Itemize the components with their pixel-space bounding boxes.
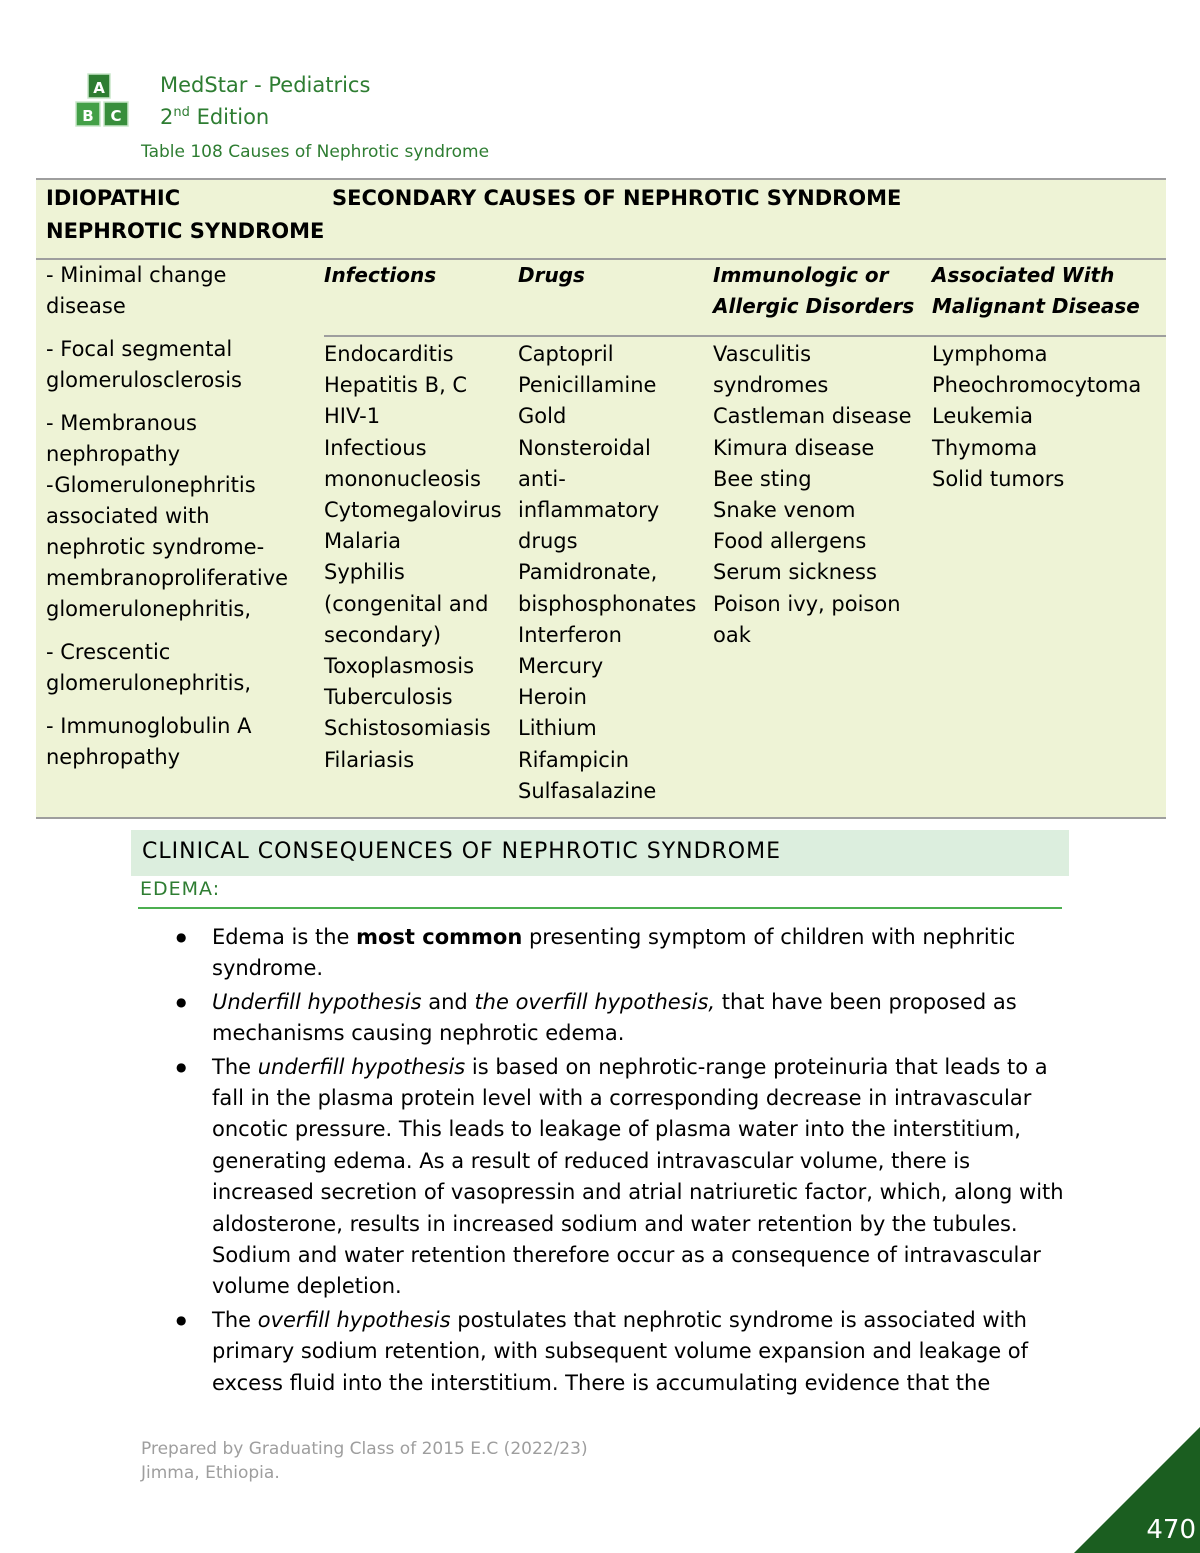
cause-item: Pheochromocytoma	[932, 373, 1142, 398]
bullet-text: and	[421, 989, 475, 1014]
idiopathic-line: nephrotic syndrome-	[46, 535, 265, 559]
idiopathic-line: - Crescentic	[46, 640, 171, 664]
idiopathic-item	[46, 334, 324, 396]
secondary-columns	[324, 337, 1166, 817]
cause-item: Castleman disease	[713, 404, 912, 429]
idiopathic-line: -Glomerulonephritis	[46, 473, 256, 497]
cause-item: Heroin	[518, 685, 587, 710]
edema-heading: EDEMA:	[140, 878, 221, 900]
cause-item: anti-	[518, 466, 566, 491]
table-body-row	[36, 260, 1166, 817]
bullet-text: Edema is the	[212, 925, 357, 949]
footer	[141, 1437, 588, 1485]
logo-letter-c: C	[110, 107, 122, 125]
cause-item: Rifampicin	[518, 747, 629, 772]
brand-title: MedStar - Pediatrics	[160, 73, 371, 97]
idiopathic-line: glomerulonephritis,	[46, 671, 252, 695]
bullet-text: is based on nephrotic-range proteinuria that leads to a fall in the plasma protein level with a corresponding decrease in intravascular oncotic pressure. This leads to leakage of plasma water into the interstitium, generating edema. As a result of reduced intravascular volume, there is increased secretion of vasopressin and atrial natriuretic factor, which, along with aldosterone, results in increased sodium and water retention by the tubules. Sodium and water retention therefore occur as a consequence of intravascular volume depletion.	[212, 1054, 1064, 1299]
cause-item: Endocarditis	[324, 342, 454, 366]
idiopathic-item	[46, 408, 324, 625]
idiopathic-line: glomerulosclerosis	[46, 368, 242, 392]
idiopathic-line: nephropathy	[46, 745, 181, 769]
secondary-column	[932, 339, 1162, 807]
cause-item: Interferon	[518, 622, 622, 647]
cause-item: syndromes	[713, 373, 829, 398]
cause-item: Bee sting	[713, 466, 812, 491]
secondary-subheader	[932, 260, 1162, 335]
cause-item: Gold	[518, 404, 567, 429]
table-header-row	[36, 180, 1166, 260]
idiopathic-header: IDIOPATHIC NEPHROTIC SYNDROME	[46, 186, 325, 243]
idiopathic-line: glomerulonephritis,	[46, 597, 252, 621]
idiopathic-line: - Membranous	[46, 411, 197, 435]
cause-item: Poison ivy, poison	[713, 591, 901, 616]
bullet-text: overfill hypothesis	[257, 1307, 451, 1332]
bullet-text: postulates that nephrotic syndrome is associated with primary sodium retention, with subsequent volume expansion and leakage of excess fluid into the interstitium. There is accumulating evidence that the	[212, 1307, 1029, 1395]
cause-item: Serum sickness	[713, 560, 877, 585]
section-title: CLINICAL CONSEQUENCES OF NEPHROTIC SYNDROME	[131, 830, 1069, 876]
cause-item: Syphilis	[324, 560, 405, 585]
bullet-text: that have been proposed as mechanisms causing nephrotic edema.	[212, 989, 1017, 1046]
cause-item: Kimura disease	[713, 435, 875, 460]
secondary-subheader	[324, 260, 518, 335]
brand-edition: 2nd Edition	[160, 105, 270, 129]
bullet-text: underfill hypothesis	[257, 1054, 466, 1079]
cause-item: Infectious	[324, 435, 427, 460]
cause-item: secondary)	[324, 622, 442, 647]
idiopathic-line: disease	[46, 294, 126, 318]
bullet-item	[172, 1052, 1072, 1303]
cause-item: Toxoplasmosis	[324, 654, 475, 679]
cause-item: HIV-1	[324, 404, 381, 429]
page-number: 470	[1146, 1515, 1196, 1545]
idiopathic-line: associated with	[46, 504, 210, 528]
cause-item: inflammatory	[518, 498, 660, 523]
bullet-text: The	[212, 1307, 258, 1332]
bullet-item	[172, 922, 1072, 985]
logo-letter-b: B	[82, 107, 94, 125]
bullet-text: presenting symptom of children with nephritic syndrome.	[212, 925, 1016, 981]
cause-item: Leukemia	[932, 404, 1034, 429]
cause-item: Sulfasalazine	[518, 778, 657, 803]
footer-prepared-by: Prepared by Graduating Class of 2015 E.C (2022/23)	[141, 1439, 588, 1459]
cause-item: Filariasis	[324, 747, 415, 772]
cause-item: Schistosomiasis	[324, 716, 491, 741]
causes-table	[36, 178, 1166, 819]
cause-item: Captopril	[518, 342, 614, 366]
idiopathic-line: - Immunoglobulin A	[46, 714, 252, 738]
idiopathic-list	[36, 260, 324, 817]
idiopathic-line: - Minimal change	[46, 263, 227, 287]
cause-item: Hepatitis B, C	[324, 373, 468, 398]
bullet-text: Underfill hypothesis	[212, 989, 422, 1014]
cause-item: (congenital and	[324, 591, 489, 616]
cause-item: Vasculitis	[713, 342, 812, 366]
logo-letter-a: A	[93, 79, 105, 97]
cause-item: Pamidronate,	[518, 560, 658, 585]
subheader-line: Associated With	[932, 263, 1115, 287]
cause-item: Mercury	[518, 654, 604, 679]
cause-item: drugs	[518, 529, 578, 554]
idiopathic-line: membranoproliferative	[46, 566, 289, 590]
secondary-subheaders	[324, 260, 1166, 337]
cause-item: Food allergens	[713, 529, 867, 554]
subheader-line: Malignant Disease	[932, 294, 1140, 318]
cause-item: oak	[713, 622, 751, 647]
abc-blocks-logo-icon	[70, 72, 142, 130]
cause-item: Nonsteroidal	[518, 435, 651, 460]
bullet-text: The	[212, 1054, 258, 1079]
secondary-subheader	[518, 260, 713, 335]
cause-item: Lymphoma	[932, 342, 1048, 366]
cause-item: Cytomegalovirus	[324, 498, 502, 523]
secondary-causes	[324, 260, 1166, 817]
table-caption: Table 108 Causes of Nephrotic syndrome	[141, 142, 490, 162]
secondary-column	[713, 339, 932, 807]
subheader-line: Infections	[324, 263, 437, 287]
footer-location: Jimma, Ethiopia.	[141, 1463, 280, 1483]
edema-bullet-list	[172, 922, 1072, 1401]
idiopathic-item	[46, 260, 324, 322]
cause-item: bisphosphonates	[518, 591, 697, 616]
subheader-line: Immunologic or	[713, 263, 889, 287]
bullet-item	[172, 1305, 1072, 1399]
cause-item: Solid tumors	[932, 466, 1065, 491]
subheader-line: Allergic Disorders	[713, 294, 915, 318]
idiopathic-item	[46, 637, 324, 699]
bullet-item	[172, 987, 1072, 1050]
idiopathic-line: nephropathy	[46, 442, 181, 466]
bullet-text: most common	[356, 925, 523, 949]
heading-divider	[138, 907, 1062, 909]
cause-item: Tuberculosis	[324, 685, 453, 710]
cause-item: Penicillamine	[518, 373, 657, 398]
cause-item: Snake venom	[713, 498, 856, 523]
brand-header	[160, 72, 370, 131]
bullet-text: the overfill hypothesis,	[474, 989, 716, 1014]
idiopathic-line: - Focal segmental	[46, 337, 233, 361]
cause-item: Malaria	[324, 529, 402, 554]
cause-item: Lithium	[518, 716, 597, 741]
cause-item: Thymoma	[932, 435, 1038, 460]
idiopathic-item	[46, 711, 324, 773]
secondary-subheader	[713, 260, 932, 335]
subheader-line: Drugs	[518, 263, 585, 287]
secondary-column	[518, 339, 713, 807]
secondary-header: SECONDARY CAUSES OF NEPHROTIC SYNDROME	[332, 186, 902, 210]
cause-item: mononucleosis	[324, 466, 481, 491]
secondary-column	[324, 339, 518, 807]
